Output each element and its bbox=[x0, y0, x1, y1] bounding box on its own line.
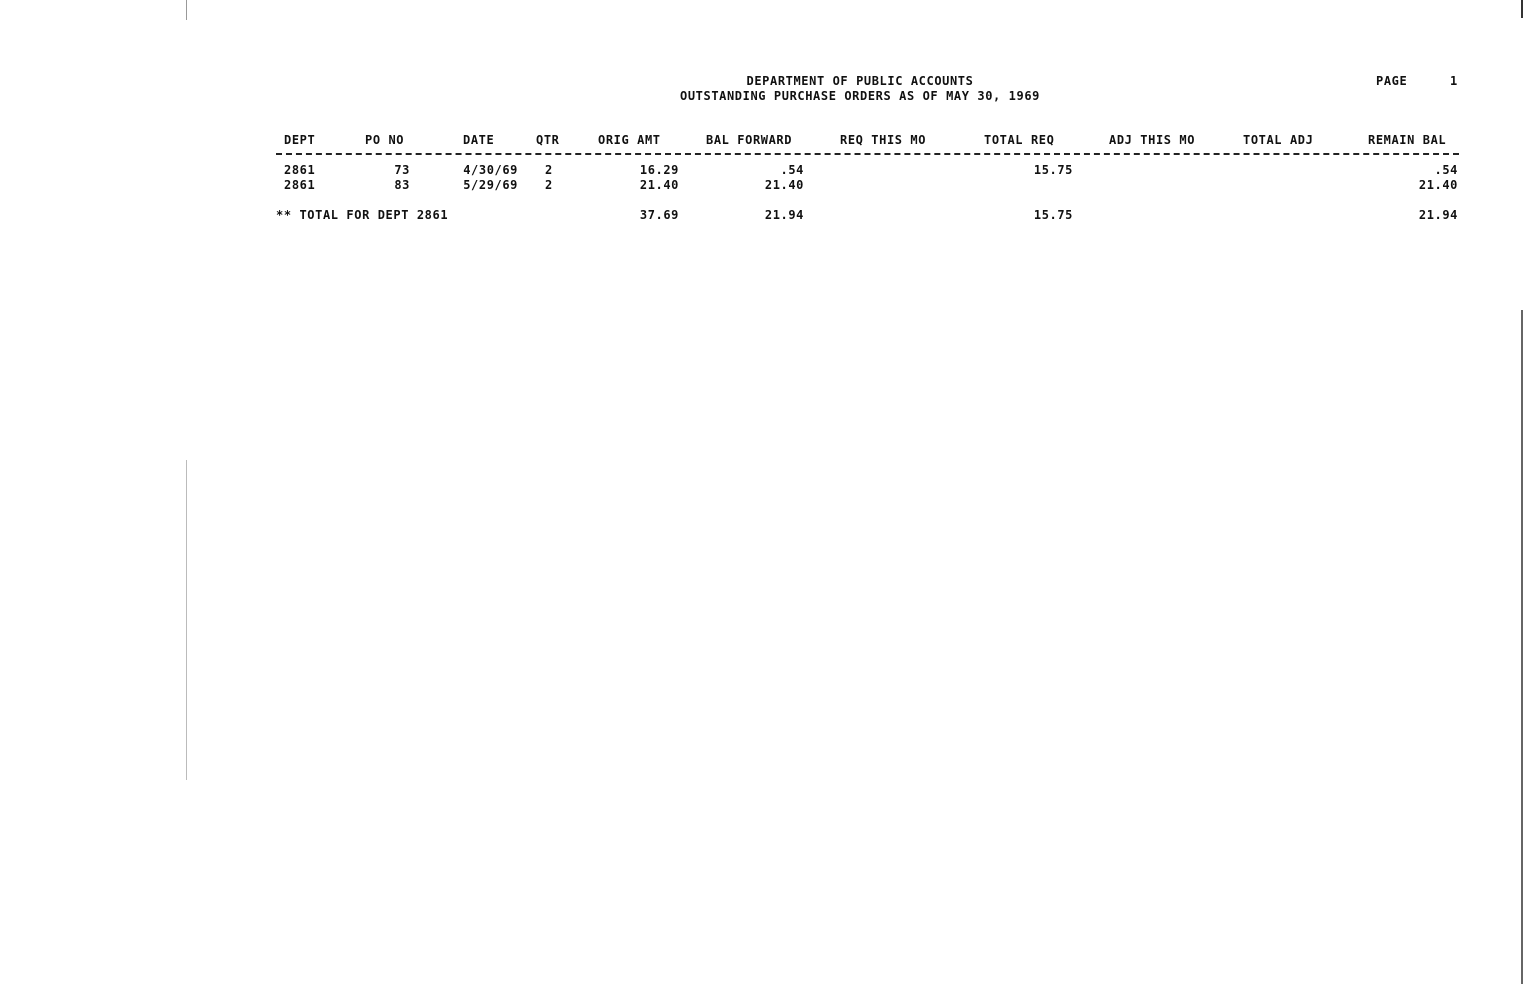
header-divider bbox=[276, 153, 1459, 155]
cell-total-req: 15.75 bbox=[1033, 163, 1073, 177]
column-header-total-req: TOTAL REQ bbox=[984, 133, 1055, 147]
total-orig-amt: 37.69 bbox=[639, 208, 679, 222]
cell-qtr: 2 bbox=[545, 178, 553, 192]
total-remain-bal: 21.94 bbox=[1418, 208, 1458, 222]
column-header-dept: DEPT bbox=[284, 133, 316, 147]
cell-date: 4/30/69 bbox=[463, 163, 518, 177]
cell-dept: 2861 bbox=[284, 178, 316, 192]
page-edge-right bbox=[1521, 0, 1523, 984]
cell-orig-amt: 21.40 bbox=[639, 178, 679, 192]
cell-remain-bal: 21.40 bbox=[1418, 178, 1458, 192]
cell-qtr: 2 bbox=[545, 163, 553, 177]
page-edge-left bbox=[186, 0, 187, 780]
total-label: ** TOTAL FOR DEPT 2861 bbox=[276, 208, 449, 222]
report-title-line-2: OUTSTANDING PURCHASE ORDERS AS OF MAY 30, 1969 bbox=[680, 89, 1040, 103]
column-header-orig-amt: ORIG AMT bbox=[598, 133, 661, 147]
cell-remain-bal: .54 bbox=[1434, 163, 1458, 177]
column-header-total-adj: TOTAL ADJ bbox=[1243, 133, 1314, 147]
total-bal-forward: 21.94 bbox=[764, 208, 804, 222]
cell-date: 5/29/69 bbox=[463, 178, 518, 192]
page-number: 1 bbox=[1450, 74, 1458, 88]
column-header-po-no: PO NO bbox=[365, 133, 405, 147]
page-label: PAGE bbox=[1376, 74, 1408, 88]
cell-po-no: 83 bbox=[394, 178, 410, 192]
column-header-date: DATE bbox=[463, 133, 495, 147]
cell-bal-forward: .54 bbox=[780, 163, 804, 177]
cell-dept: 2861 bbox=[284, 163, 316, 177]
cell-orig-amt: 16.29 bbox=[639, 163, 679, 177]
total-total-req: 15.75 bbox=[1033, 208, 1073, 222]
cell-po-no: 73 bbox=[394, 163, 410, 177]
column-header-remain-bal: REMAIN BAL bbox=[1368, 133, 1447, 147]
report-title-line-1: DEPARTMENT OF PUBLIC ACCOUNTS bbox=[746, 74, 974, 88]
report-title bbox=[560, 74, 1160, 104]
column-header-req-this-mo: REQ THIS MO bbox=[840, 133, 927, 147]
column-header-adj-this-mo: ADJ THIS MO bbox=[1109, 133, 1196, 147]
column-header-qtr: QTR bbox=[536, 133, 560, 147]
cell-bal-forward: 21.40 bbox=[764, 178, 804, 192]
column-header-bal-forward: BAL FORWARD bbox=[706, 133, 793, 147]
